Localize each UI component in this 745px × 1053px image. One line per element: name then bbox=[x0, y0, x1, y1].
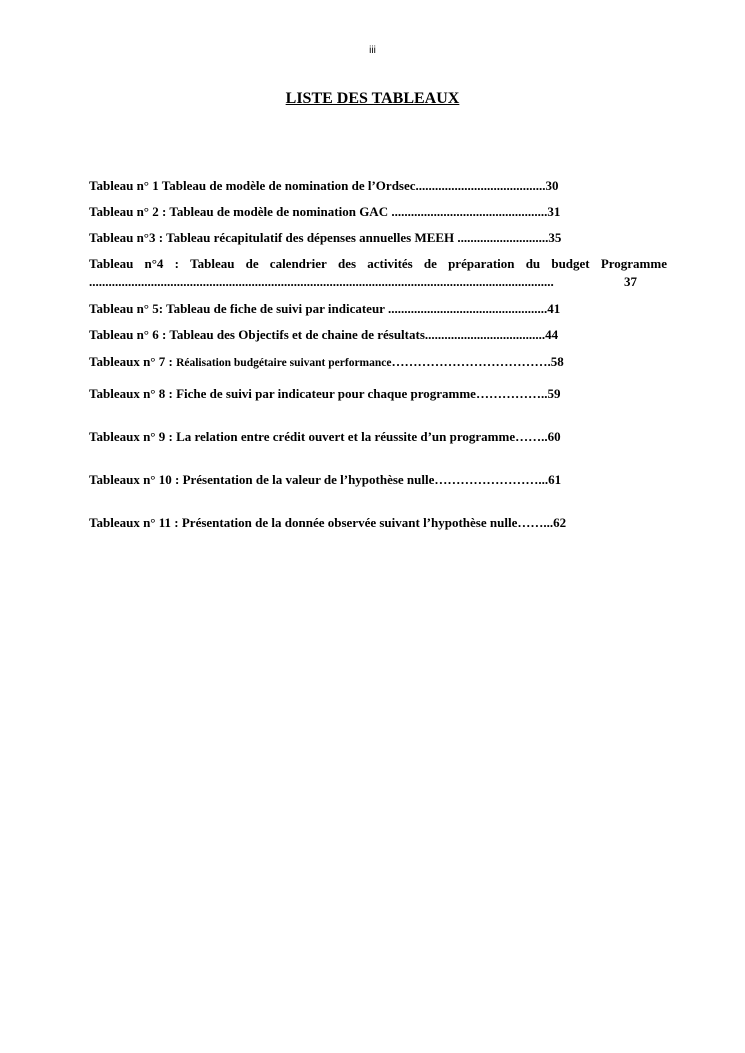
toc-entry-page: 59 bbox=[547, 386, 561, 401]
toc-entry-label: Tableau n° 5: Tableau de fiche de suivi par indicateur bbox=[89, 301, 385, 316]
toc-entry bbox=[89, 300, 637, 318]
toc-entry bbox=[89, 203, 637, 221]
toc-entry-page: 60 bbox=[547, 429, 561, 444]
toc-word: n°4 bbox=[144, 256, 164, 271]
toc-entry bbox=[89, 353, 637, 372]
toc-word: du bbox=[525, 256, 541, 271]
toc-entry-page: 37 bbox=[624, 274, 637, 289]
toc-entry-page: 58 bbox=[550, 354, 564, 369]
toc-entry-leader: …………….. bbox=[475, 386, 548, 401]
toc-entry-page: 30 bbox=[545, 178, 559, 193]
toc-word: Programme bbox=[600, 256, 667, 271]
toc-entry-label-detail: Réalisation budgétaire suivant performance bbox=[176, 357, 392, 369]
toc-word: activités bbox=[367, 256, 413, 271]
page-number: iii bbox=[369, 45, 376, 56]
toc-word: Tableau bbox=[89, 256, 134, 271]
toc-entry-page: 44 bbox=[545, 327, 559, 342]
toc-entry-page: 61 bbox=[548, 472, 562, 487]
toc-entry-label: Tableaux n° 7 : bbox=[89, 354, 177, 369]
toc-entry-leader: ................................................ bbox=[388, 204, 548, 219]
toc-entry-leader: …….. bbox=[515, 429, 548, 444]
toc-entry bbox=[89, 229, 637, 247]
toc-entry-leader: ………………………………. bbox=[391, 354, 551, 369]
toc-entry bbox=[89, 385, 637, 403]
toc-entry-continuation bbox=[89, 273, 637, 291]
toc-entry bbox=[89, 255, 667, 291]
toc-entry-leader: ........................................ bbox=[415, 178, 546, 193]
toc-entry bbox=[89, 177, 637, 195]
toc-entry bbox=[89, 428, 637, 446]
toc-entry bbox=[89, 471, 637, 489]
toc-entry-leader: ................................................. bbox=[384, 301, 548, 316]
toc-entry-label: Tableaux n° 8 : Fiche de suivi par indicateur pour chaque programme bbox=[89, 386, 476, 401]
toc-entry-label: Tableau n°3 : Tableau récapitulatif des dépenses annuelles MEEH bbox=[89, 230, 455, 245]
toc-entry-leader: ............................................................................................................................................... bbox=[89, 274, 554, 289]
toc-word: des bbox=[338, 256, 357, 271]
toc-entry bbox=[89, 326, 637, 344]
toc-entry-label: Tableaux n° 10 : Présentation de la valeur de l’hypothèse nulle bbox=[89, 472, 435, 487]
toc-entry-label: Tableau n° 6 : Tableau des Objectifs et de chaine de résultats bbox=[89, 327, 425, 342]
toc-entry-leader: ……... bbox=[517, 515, 554, 530]
toc-entry-label: Tableau n° 2 : Tableau de modèle de nomination GAC bbox=[89, 204, 389, 219]
toc-word: calendrier bbox=[269, 256, 327, 271]
toc-entry-leader: ..................................... bbox=[424, 327, 546, 342]
toc-entry-leader: ............................ bbox=[454, 230, 549, 245]
toc-entry-leader: ……………………... bbox=[434, 472, 549, 487]
toc-word: de bbox=[423, 256, 437, 271]
toc-entry bbox=[89, 514, 649, 532]
toc-entry-label: Tableau n° 1 Tableau de modèle de nomination de l’Ordsec bbox=[89, 178, 416, 193]
toc-entry-page: 41 bbox=[547, 301, 561, 316]
toc-entry-page: 35 bbox=[548, 230, 562, 245]
toc-word: de bbox=[245, 256, 259, 271]
toc-entry-page: 31 bbox=[547, 204, 561, 219]
toc-word: Tableau bbox=[190, 256, 235, 271]
toc-word: : bbox=[174, 256, 179, 271]
page-title: LISTE DES TABLEAUX bbox=[285, 90, 460, 107]
toc-entry-label bbox=[89, 255, 667, 273]
toc-entry-label: Tableaux n° 11 : Présentation de la donnée observée suivant l’hypothèse nulle bbox=[89, 515, 518, 530]
toc-entry-label: Tableaux n° 9 : La relation entre crédit ouvert et la réussite d’un programme bbox=[89, 429, 516, 444]
toc-word: préparation bbox=[448, 256, 515, 271]
toc-word: budget bbox=[551, 256, 590, 271]
toc-entry-page: 62 bbox=[553, 515, 567, 530]
